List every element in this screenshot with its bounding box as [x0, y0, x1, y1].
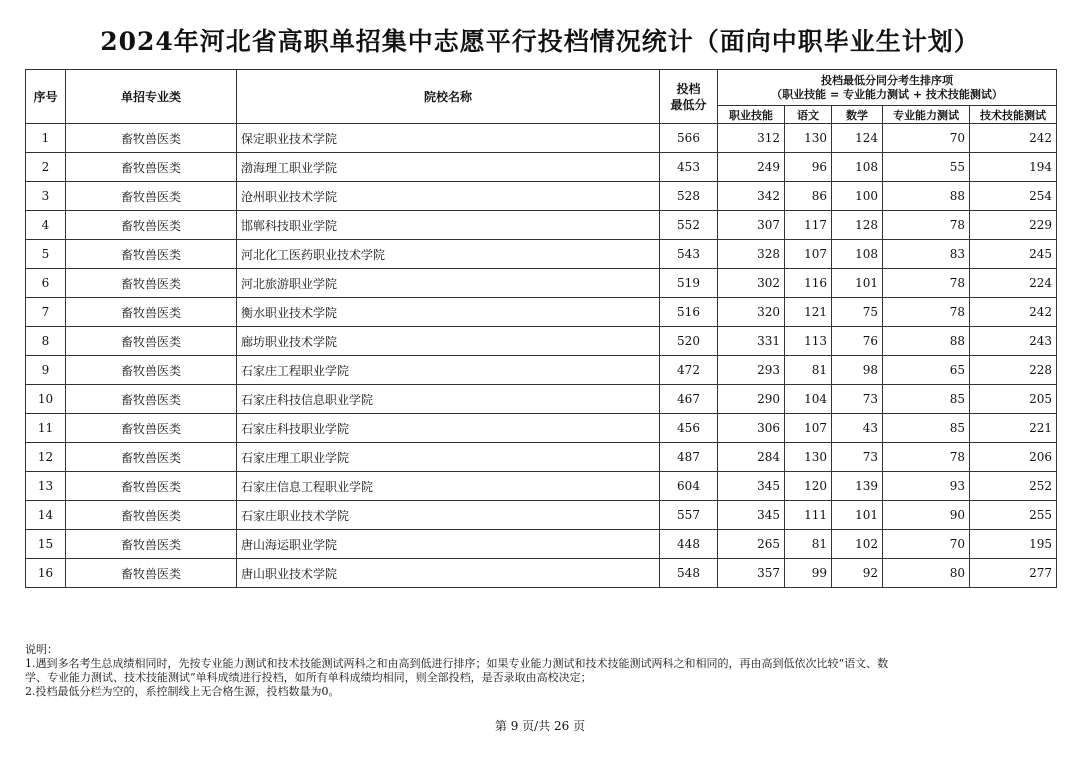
cell-min-score: 487 — [660, 443, 718, 472]
cell-math: 101 — [832, 501, 883, 530]
cell-ability-test: 83 — [883, 240, 970, 269]
cell-chinese: 120 — [785, 472, 832, 501]
cell-seq: 10 — [26, 385, 66, 414]
cell-min-score: 566 — [660, 124, 718, 153]
cell-category: 畜牧兽医类 — [66, 153, 237, 182]
table-row — [26, 530, 1057, 559]
cell-ability-test: 55 — [883, 153, 970, 182]
cell-tech-test: 229 — [970, 211, 1057, 240]
cell-seq: 14 — [26, 501, 66, 530]
cell-chinese: 86 — [785, 182, 832, 211]
cell-chinese: 96 — [785, 153, 832, 182]
cell-min-score: 519 — [660, 269, 718, 298]
cell-math: 108 — [832, 240, 883, 269]
cell-chinese: 130 — [785, 124, 832, 153]
cell-math: 76 — [832, 327, 883, 356]
cell-school: 保定职业技术学院 — [237, 124, 660, 153]
header-seq: 序号 — [26, 70, 66, 124]
cell-ability-test: 88 — [883, 182, 970, 211]
header-min-score — [660, 70, 718, 124]
cell-seq: 2 — [26, 153, 66, 182]
cell-tech-test: 228 — [970, 356, 1057, 385]
cell-school: 河北化工医药职业技术学院 — [237, 240, 660, 269]
cell-seq: 12 — [26, 443, 66, 472]
cell-school: 衡水职业技术学院 — [237, 298, 660, 327]
cell-tech-test: 277 — [970, 559, 1057, 588]
cell-math: 102 — [832, 530, 883, 559]
cell-ability-test: 78 — [883, 269, 970, 298]
cell-math: 73 — [832, 443, 883, 472]
cell-math: 75 — [832, 298, 883, 327]
cell-ability-test: 85 — [883, 414, 970, 443]
table-row — [26, 385, 1057, 414]
table-row — [26, 153, 1057, 182]
table-row — [26, 472, 1057, 501]
cell-min-score: 543 — [660, 240, 718, 269]
cell-math: 100 — [832, 182, 883, 211]
cell-math: 43 — [832, 414, 883, 443]
cell-min-score: 456 — [660, 414, 718, 443]
cell-seq: 8 — [26, 327, 66, 356]
cell-ability-test: 78 — [883, 298, 970, 327]
header-tiebreak-title: 投档最低分同分考生排序项 — [821, 73, 954, 87]
notes — [25, 643, 1065, 699]
cell-min-score: 552 — [660, 211, 718, 240]
header-school: 院校名称 — [237, 70, 660, 124]
table-row — [26, 269, 1057, 298]
header-min-score-line2: 最低分 — [670, 97, 707, 112]
notes-line-3: 2.投档最低分栏为空的，系控制线上无合格生源，投档数量为0。 — [25, 685, 340, 698]
table-row — [26, 356, 1057, 385]
cell-school: 石家庄理工职业学院 — [237, 443, 660, 472]
cell-min-score: 448 — [660, 530, 718, 559]
cell-chinese: 130 — [785, 443, 832, 472]
table-row — [26, 240, 1057, 269]
cell-ability-test: 65 — [883, 356, 970, 385]
admission-table — [25, 69, 1057, 588]
cell-school: 邯郸科技职业学院 — [237, 211, 660, 240]
cell-tech-test: 195 — [970, 530, 1057, 559]
cell-tech-test: 205 — [970, 385, 1057, 414]
cell-school: 石家庄职业技术学院 — [237, 501, 660, 530]
header-ability-test: 专业能力测试 — [883, 106, 970, 124]
cell-seq: 16 — [26, 559, 66, 588]
cell-school: 石家庄工程职业学院 — [237, 356, 660, 385]
cell-math: 73 — [832, 385, 883, 414]
cell-skill: 312 — [718, 124, 785, 153]
cell-category: 畜牧兽医类 — [66, 385, 237, 414]
cell-math: 139 — [832, 472, 883, 501]
cell-chinese: 121 — [785, 298, 832, 327]
cell-ability-test: 70 — [883, 124, 970, 153]
header-category: 单招专业类 — [66, 70, 237, 124]
table-row — [26, 559, 1057, 588]
cell-category: 畜牧兽医类 — [66, 124, 237, 153]
cell-tech-test: 242 — [970, 124, 1057, 153]
cell-tech-test: 194 — [970, 153, 1057, 182]
cell-skill: 302 — [718, 269, 785, 298]
cell-skill: 293 — [718, 356, 785, 385]
cell-tech-test: 255 — [970, 501, 1057, 530]
cell-school: 唐山海运职业学院 — [237, 530, 660, 559]
cell-ability-test: 88 — [883, 327, 970, 356]
header-chinese: 语文 — [785, 106, 832, 124]
cell-min-score: 467 — [660, 385, 718, 414]
cell-skill: 320 — [718, 298, 785, 327]
header-tech-test: 技术技能测试 — [970, 106, 1057, 124]
cell-skill: 331 — [718, 327, 785, 356]
cell-skill: 342 — [718, 182, 785, 211]
table-row — [26, 414, 1057, 443]
cell-skill: 307 — [718, 211, 785, 240]
cell-skill: 328 — [718, 240, 785, 269]
cell-school: 渤海理工职业学院 — [237, 153, 660, 182]
cell-tech-test: 224 — [970, 269, 1057, 298]
cell-chinese: 107 — [785, 414, 832, 443]
cell-category: 畜牧兽医类 — [66, 182, 237, 211]
page-number: 第 9 页/共 26 页 — [494, 719, 586, 733]
cell-math: 128 — [832, 211, 883, 240]
cell-math: 92 — [832, 559, 883, 588]
notes-heading: 说明： — [25, 643, 58, 656]
cell-tech-test: 252 — [970, 472, 1057, 501]
cell-category: 畜牧兽医类 — [66, 443, 237, 472]
cell-ability-test: 80 — [883, 559, 970, 588]
cell-category: 畜牧兽医类 — [66, 269, 237, 298]
cell-tech-test: 254 — [970, 182, 1057, 211]
cell-school: 沧州职业技术学院 — [237, 182, 660, 211]
cell-ability-test: 90 — [883, 501, 970, 530]
notes-line-1: 1.遇到多名考生总成绩相同时，先按专业能力测试和技术技能测试两科之和由高到低进行排序；如果专业能力测试和技术技能测试两科之和相同的，再由高到低依次比较“语文、数 — [25, 657, 889, 670]
cell-school: 河北旅游职业学院 — [237, 269, 660, 298]
header-min-score-line1: 投档 — [676, 81, 701, 96]
cell-chinese: 113 — [785, 327, 832, 356]
cell-school: 石家庄科技职业学院 — [237, 414, 660, 443]
cell-category: 畜牧兽医类 — [66, 472, 237, 501]
cell-skill: 265 — [718, 530, 785, 559]
cell-category: 畜牧兽医类 — [66, 298, 237, 327]
table-row — [26, 211, 1057, 240]
cell-skill: 290 — [718, 385, 785, 414]
cell-chinese: 81 — [785, 530, 832, 559]
table-row — [26, 124, 1057, 153]
cell-tech-test: 221 — [970, 414, 1057, 443]
cell-skill: 284 — [718, 443, 785, 472]
cell-math: 101 — [832, 269, 883, 298]
cell-school: 石家庄科技信息职业学院 — [237, 385, 660, 414]
cell-category: 畜牧兽医类 — [66, 356, 237, 385]
cell-skill: 249 — [718, 153, 785, 182]
header-skill: 职业技能 — [718, 106, 785, 124]
cell-math: 98 — [832, 356, 883, 385]
cell-category: 畜牧兽医类 — [66, 211, 237, 240]
cell-chinese: 111 — [785, 501, 832, 530]
cell-category: 畜牧兽医类 — [66, 414, 237, 443]
cell-chinese: 104 — [785, 385, 832, 414]
cell-chinese: 117 — [785, 211, 832, 240]
cell-min-score: 528 — [660, 182, 718, 211]
cell-seq: 5 — [26, 240, 66, 269]
cell-chinese: 99 — [785, 559, 832, 588]
header-tiebreak-formula: （职业技能 = 专业能力测试 + 技术技能测试） — [771, 87, 1003, 101]
cell-skill: 345 — [718, 472, 785, 501]
cell-ability-test: 78 — [883, 211, 970, 240]
cell-skill: 345 — [718, 501, 785, 530]
cell-ability-test: 70 — [883, 530, 970, 559]
cell-ability-test: 85 — [883, 385, 970, 414]
cell-category: 畜牧兽医类 — [66, 240, 237, 269]
notes-line-2: 学、专业能力测试、技术技能测试”单科成绩进行投档，如所有单科成绩均相同，则全部投档，是否录取由高校决定； — [25, 671, 592, 684]
cell-seq: 6 — [26, 269, 66, 298]
cell-seq: 3 — [26, 182, 66, 211]
table-row — [26, 298, 1057, 327]
cell-min-score: 520 — [660, 327, 718, 356]
cell-seq: 11 — [26, 414, 66, 443]
cell-tech-test: 206 — [970, 443, 1057, 472]
cell-seq: 9 — [26, 356, 66, 385]
cell-tech-test: 245 — [970, 240, 1057, 269]
cell-seq: 4 — [26, 211, 66, 240]
cell-category: 畜牧兽医类 — [66, 327, 237, 356]
cell-math: 108 — [832, 153, 883, 182]
header-math: 数学 — [832, 106, 883, 124]
page-title: 2024年河北省高职单招集中志愿平行投档情况统计（面向中职毕业生计划） — [100, 27, 980, 56]
cell-school: 廊坊职业技术学院 — [237, 327, 660, 356]
cell-min-score: 453 — [660, 153, 718, 182]
cell-seq: 15 — [26, 530, 66, 559]
cell-tech-test: 243 — [970, 327, 1057, 356]
cell-school: 唐山职业技术学院 — [237, 559, 660, 588]
cell-school: 石家庄信息工程职业学院 — [237, 472, 660, 501]
cell-chinese: 81 — [785, 356, 832, 385]
table-row — [26, 327, 1057, 356]
cell-ability-test: 93 — [883, 472, 970, 501]
cell-min-score: 516 — [660, 298, 718, 327]
table-row — [26, 501, 1057, 530]
cell-category: 畜牧兽医类 — [66, 559, 237, 588]
cell-chinese: 116 — [785, 269, 832, 298]
cell-chinese: 107 — [785, 240, 832, 269]
cell-skill: 357 — [718, 559, 785, 588]
cell-category: 畜牧兽医类 — [66, 501, 237, 530]
cell-min-score: 604 — [660, 472, 718, 501]
cell-min-score: 548 — [660, 559, 718, 588]
table-row — [26, 443, 1057, 472]
cell-ability-test: 78 — [883, 443, 970, 472]
cell-seq: 1 — [26, 124, 66, 153]
cell-seq: 7 — [26, 298, 66, 327]
cell-math: 124 — [832, 124, 883, 153]
header-tiebreak-group — [718, 70, 1057, 106]
cell-min-score: 557 — [660, 501, 718, 530]
cell-category: 畜牧兽医类 — [66, 530, 237, 559]
table-row — [26, 182, 1057, 211]
cell-tech-test: 242 — [970, 298, 1057, 327]
cell-skill: 306 — [718, 414, 785, 443]
cell-min-score: 472 — [660, 356, 718, 385]
cell-seq: 13 — [26, 472, 66, 501]
